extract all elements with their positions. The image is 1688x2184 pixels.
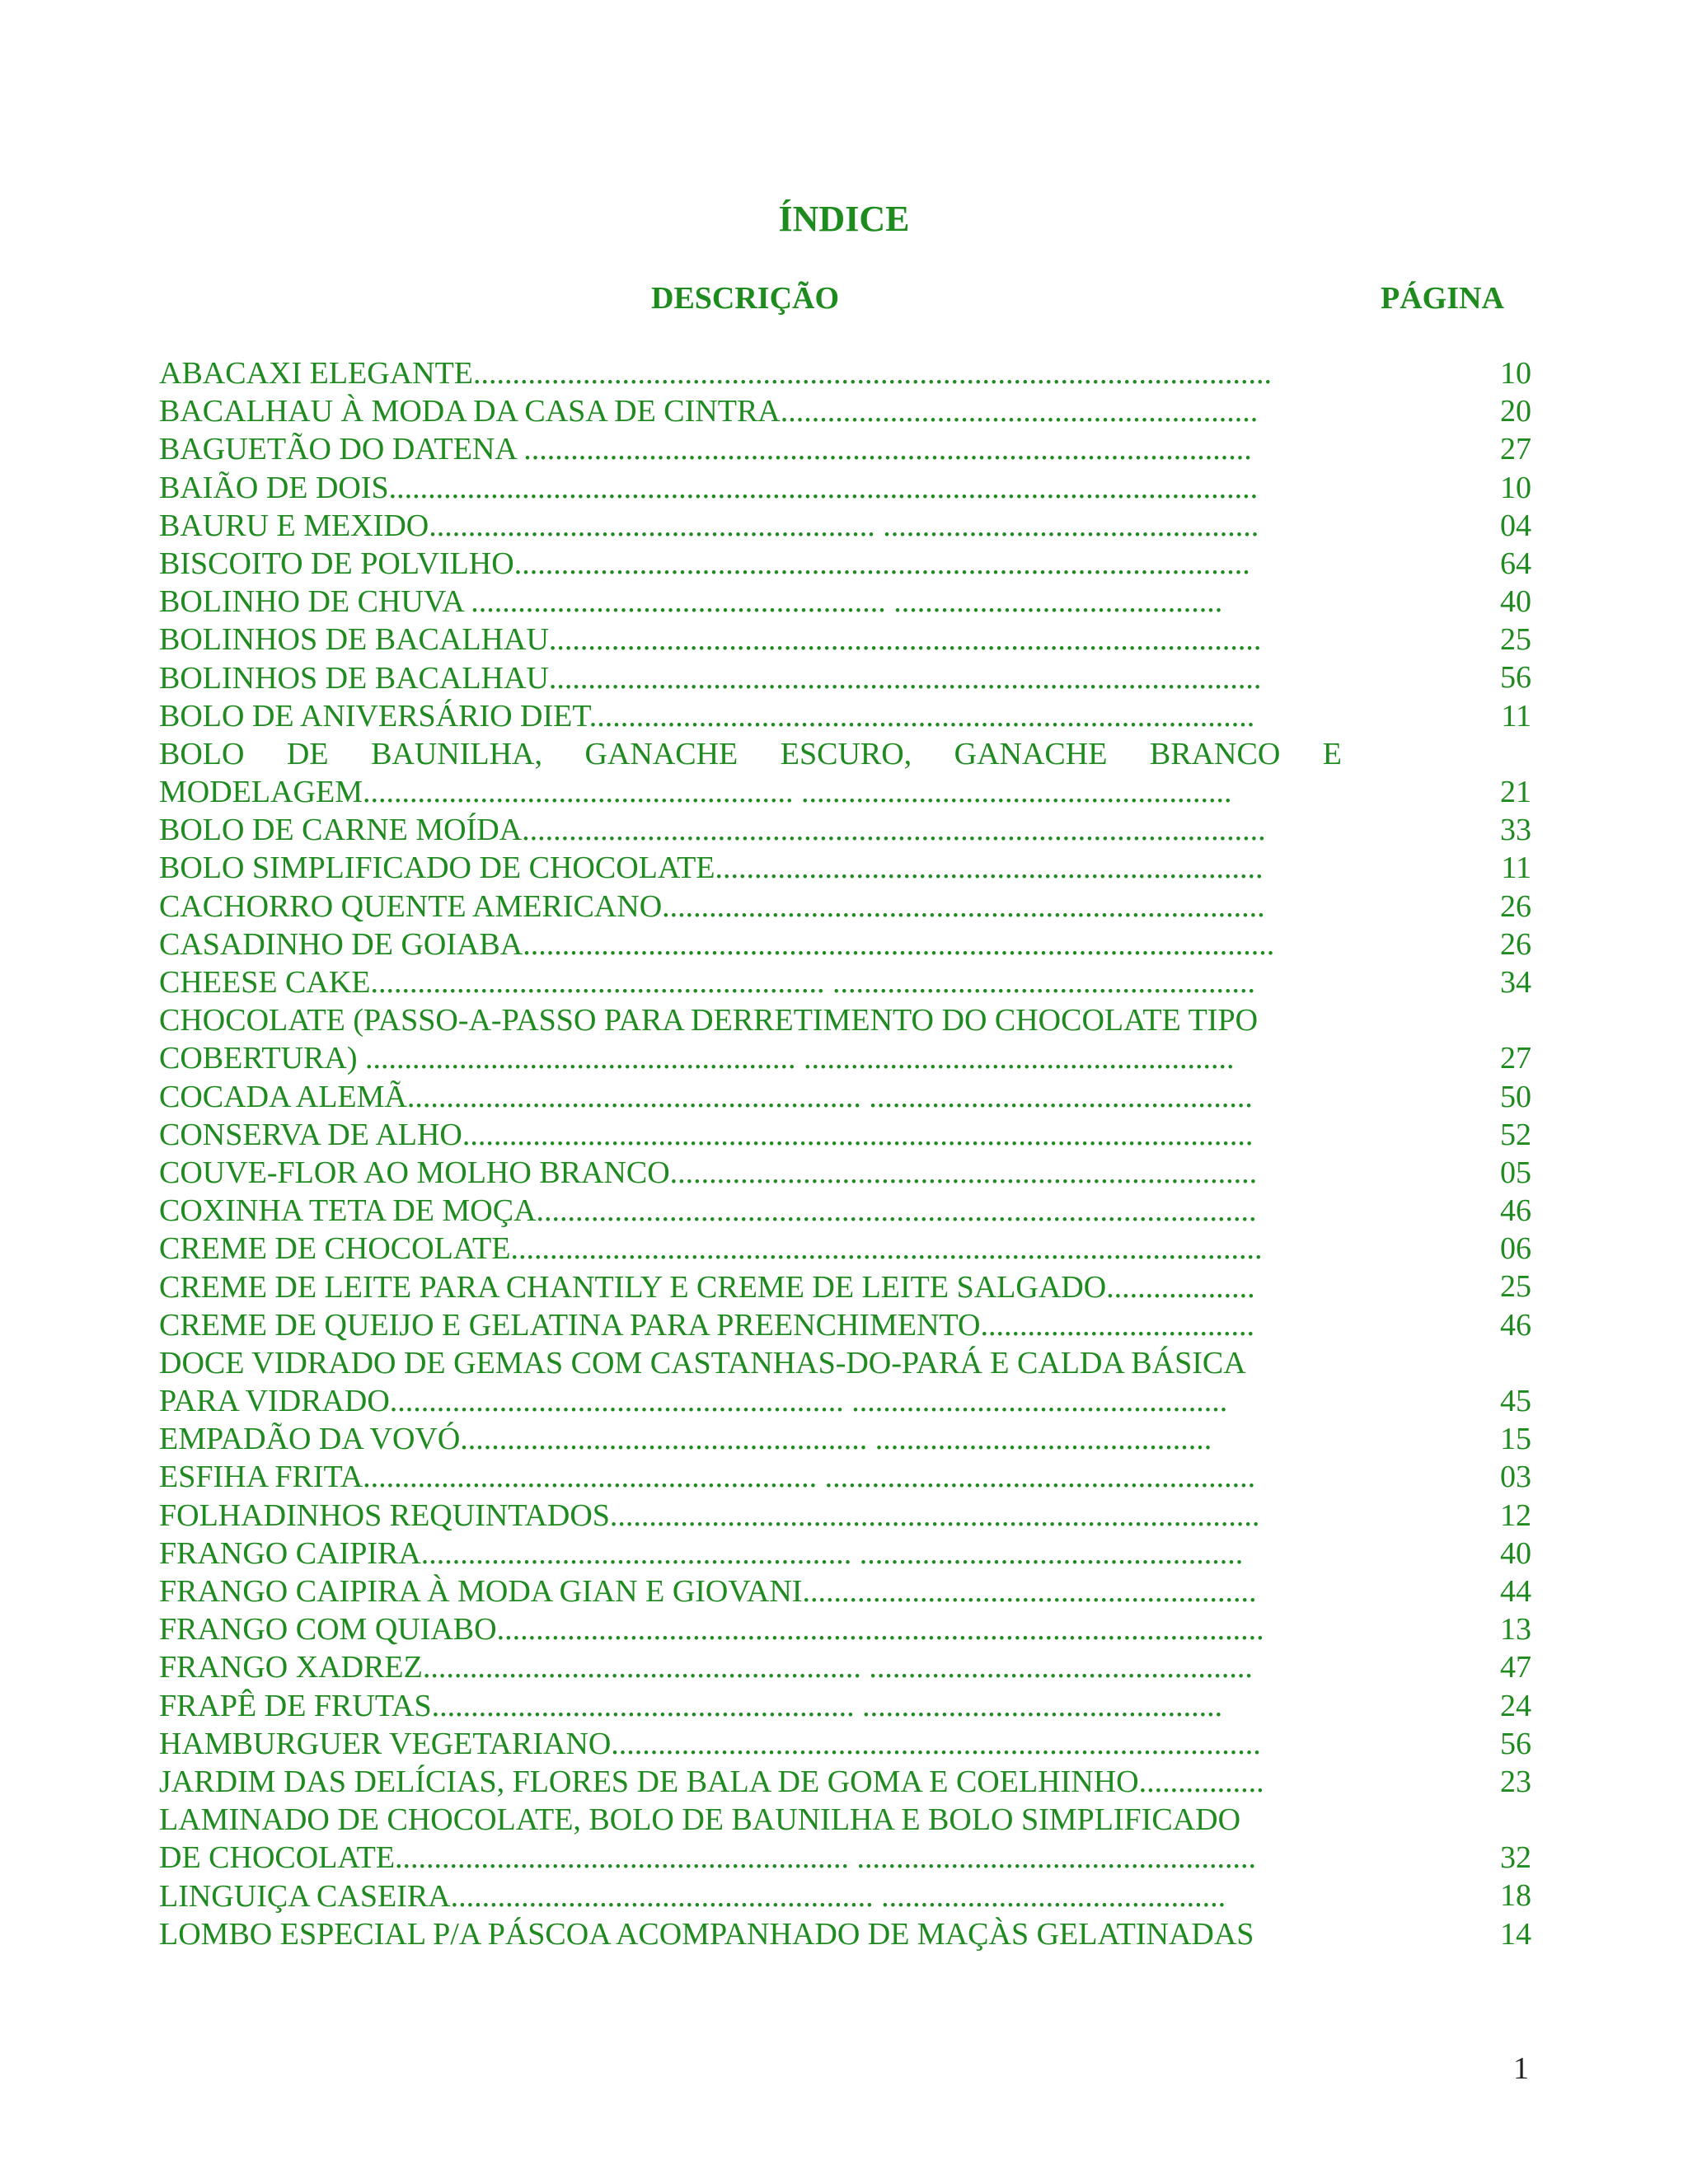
toc-entry-page: 34 <box>1500 964 1531 1000</box>
toc-entry[interactable] <box>159 430 1531 468</box>
toc-entry[interactable] <box>159 963 1531 1001</box>
toc-entry-page: 25 <box>1500 1269 1531 1305</box>
toc-entry-page: 14 <box>1500 1916 1531 1952</box>
toc-entry-title: EMPADÃO DA VOVÓ.................................................... ........................................... <box>159 1422 1212 1457</box>
toc-entry[interactable] <box>159 888 1531 926</box>
toc-entry-title: BOLINHOS DE BACALHAU........................................................................................... <box>159 660 1262 696</box>
toc-entry-title: CONSERVA DE ALHO..................................................................................................... <box>159 1117 1254 1152</box>
toc-entry-page: 20 <box>1500 394 1531 429</box>
toc-entry[interactable] <box>159 545 1531 583</box>
toc-entry[interactable] <box>159 1458 1531 1496</box>
toc-entry[interactable] <box>159 469 1531 507</box>
toc-entry-page: 56 <box>1500 1726 1531 1761</box>
toc-entry[interactable] <box>159 507 1531 545</box>
toc-entry-page: 23 <box>1500 1764 1531 1799</box>
toc-entry-title: FRANGO COM QUIABO.................................................................................................. <box>159 1612 1264 1647</box>
toc-entry-title: JARDIM DAS DELÍCIAS, FLORES DE BALA DE GOMA E COELHINHO................ <box>159 1764 1264 1799</box>
toc-entry-title: CASADINHO DE GOIABA................................................................................................ <box>159 926 1275 962</box>
toc-entry[interactable] <box>159 354 1531 392</box>
toc-entry[interactable] <box>159 697 1531 735</box>
toc-entry[interactable] <box>159 621 1531 658</box>
toc-entry-page: 56 <box>1500 660 1531 696</box>
toc-entry-title: CHEESE CAKE.......................................................... ...................................................... <box>159 965 1255 1000</box>
toc-entry-title: DE CHOCOLATE.......................................................... ................................................... <box>159 1840 1257 1876</box>
toc-entry[interactable] <box>159 811 1531 849</box>
toc-entry-title: BOLO DE BAUNILHA, GANACHE ESCURO, GANACHE BRANCO E <box>159 736 1342 771</box>
toc-entry-page: 04 <box>1500 508 1531 543</box>
toc-entry-title: LINGUIÇA CASEIRA...................................................... ............................................ <box>159 1878 1226 1914</box>
toc-entry-page: 06 <box>1500 1231 1531 1267</box>
toc-entry-title: MODELAGEM....................................................... ....................................................... <box>159 775 1232 810</box>
toc-entry[interactable] <box>159 1535 1531 1572</box>
toc-entry-title: BISCOITO DE POLVILHO.............................................................................................. <box>159 546 1250 581</box>
description-column-header: DESCRIÇÃO <box>651 281 840 316</box>
toc-entry-title: DOCE VIDRADO DE GEMAS COM CASTANHAS-DO-PARÁ E CALDA BÁSICA <box>159 1345 1246 1380</box>
toc-entry-page: 64 <box>1500 546 1531 581</box>
toc-entry-page: 03 <box>1500 1460 1531 1495</box>
toc-entry-title: ESFIHA FRITA.......................................................... ....................................................... <box>159 1460 1256 1495</box>
toc-entry-page: 21 <box>1500 775 1531 810</box>
toc-entry[interactable] <box>159 735 1531 811</box>
toc-entry-title: BACALHAU À MODA DA CASA DE CINTRA............................................................. <box>159 394 1259 429</box>
toc-entry-title: BOLO DE CARNE MOÍDA............................................................................................... <box>159 813 1266 848</box>
toc-entry-title: ABACAXI ELEGANTE...................................................................................................... <box>159 356 1273 391</box>
toc-entry[interactable] <box>159 1268 1531 1306</box>
toc-entry-title: LAMINADO DE CHOCOLATE, BOLO DE BAUNILHA E BOLO SIMPLIFICADO <box>159 1802 1241 1838</box>
toc-entry-page: 26 <box>1500 926 1531 962</box>
toc-entry-page: 46 <box>1500 1193 1531 1229</box>
toc-entry[interactable] <box>159 1306 1531 1344</box>
toc-entry-title: COBERTURA) ....................................................... ....................................................... <box>159 1041 1235 1076</box>
toc-entry[interactable] <box>159 1877 1531 1915</box>
toc-entry-title: COXINHA TETA DE MOÇA............................................................................................ <box>159 1193 1257 1229</box>
toc-entry[interactable] <box>159 1154 1531 1192</box>
page-number: 1 <box>1513 2051 1529 2086</box>
toc-entry-title: BOLINHO DE CHUVA ..................................................... .......................................... <box>159 584 1223 620</box>
toc-entry[interactable] <box>159 1192 1531 1230</box>
toc-entry-page: 05 <box>1500 1155 1531 1190</box>
page-title: ÍNDICE <box>778 199 910 239</box>
toc-entry[interactable] <box>159 1497 1531 1535</box>
toc-entry-page: 10 <box>1500 470 1531 505</box>
toc-entry-page: 32 <box>1500 1840 1531 1876</box>
toc-entry-page: 24 <box>1500 1688 1531 1723</box>
toc-entry[interactable] <box>159 1230 1531 1268</box>
toc-entry-page: 27 <box>1500 432 1531 467</box>
toc-entry-page: 50 <box>1500 1079 1531 1114</box>
toc-entry[interactable] <box>159 1725 1531 1763</box>
toc-entry[interactable] <box>159 1116 1531 1154</box>
toc-entry[interactable] <box>159 1687 1531 1725</box>
toc-entry[interactable] <box>159 659 1531 697</box>
toc-entry-title: PARA VIDRADO.......................................................... ................................................ <box>159 1384 1228 1419</box>
toc-entry-title: FRANGO XADREZ........................................................ ................................................. <box>159 1650 1253 1685</box>
toc-entry-page: 15 <box>1500 1422 1531 1457</box>
toc-entry-title: FRANGO CAIPIRA....................................................... ................................................. <box>159 1535 1244 1571</box>
toc-entry-title: CREME DE QUEIJO E GELATINA PARA PREENCHIMENTO................................... <box>159 1307 1254 1343</box>
toc-entry[interactable] <box>159 1420 1531 1458</box>
toc-entry-page: 11 <box>1501 698 1531 733</box>
page-column-header: PÁGINA <box>1381 281 1504 316</box>
toc-entry-title: CREME DE CHOCOLATE................................................................................................ <box>159 1231 1263 1267</box>
toc-entry[interactable] <box>159 1915 1531 1953</box>
toc-entry-page: 11 <box>1501 851 1531 886</box>
toc-entry[interactable] <box>159 849 1531 887</box>
toc-entry-page: 12 <box>1500 1497 1531 1533</box>
toc-entry-title: CHOCOLATE (PASSO-A-PASSO PARA DERRETIMENTO DO CHOCOLATE TIPO <box>159 1003 1259 1038</box>
toc-entry[interactable] <box>159 1001 1531 1077</box>
toc-entry-page: 18 <box>1500 1878 1531 1914</box>
toc-entry-title: COUVE-FLOR AO MOLHO BRANCO........................................................................... <box>159 1155 1258 1190</box>
toc-entry-page: 52 <box>1500 1117 1531 1152</box>
toc-entry-page: 26 <box>1500 888 1531 924</box>
toc-entry-page: 10 <box>1500 355 1531 391</box>
toc-entry-title: BAURU E MEXIDO......................................................... ................................................ <box>159 508 1259 543</box>
toc-entry-title: FRAPÊ DE FRUTAS...................................................... .............................................. <box>159 1688 1223 1723</box>
toc-entry-page: 45 <box>1500 1384 1531 1419</box>
toc-entry-title: HAMBURGUER VEGETARIANO................................................................................... <box>159 1726 1261 1761</box>
toc-entry-title: LOMBO ESPECIAL P/A PÁSCOA ACOMPANHADO DE MAÇÀS GELATINADAS <box>159 1916 1254 1952</box>
toc-entry-title: BOLINHOS DE BACALHAU........................................................................................... <box>159 622 1262 658</box>
toc-entry-page: 46 <box>1500 1307 1531 1343</box>
toc-entry-page: 27 <box>1500 1041 1531 1076</box>
toc-entry[interactable] <box>159 926 1531 963</box>
toc-entry[interactable] <box>159 1078 1531 1116</box>
toc-entry[interactable] <box>159 392 1531 430</box>
toc-entry-title: FRANGO CAIPIRA À MODA GIAN E GIOVANI.......................................................... <box>159 1574 1257 1609</box>
toc-entry-title: BAIÃO DE DOIS............................................................................................................... <box>159 470 1259 505</box>
toc-entry-title: CREME DE LEITE PARA CHANTILY E CREME DE LEITE SALGADO................... <box>159 1269 1255 1305</box>
toc-entry-title: BAGUETÃO DO DATENA ............................................................................................. <box>159 432 1252 467</box>
toc-entry-page: 13 <box>1500 1612 1531 1647</box>
toc-entry-page: 40 <box>1500 1535 1531 1571</box>
toc-entry[interactable] <box>159 1610 1531 1648</box>
toc-entry[interactable] <box>159 583 1531 621</box>
toc-entry[interactable] <box>159 1801 1531 1877</box>
toc-entry[interactable] <box>159 1648 1531 1686</box>
toc-entry-title: BOLO DE ANIVERSÁRIO DIET..................................................................................... <box>159 698 1255 733</box>
toc-entry[interactable] <box>159 1763 1531 1801</box>
toc-entry[interactable] <box>159 1572 1531 1610</box>
toc-entry-title: FOLHADINHOS REQUINTADOS................................................................................... <box>159 1497 1260 1533</box>
toc-entry-page: 47 <box>1500 1650 1531 1685</box>
toc-entry-title: CACHORRO QUENTE AMERICANO............................................................................. <box>159 888 1265 924</box>
toc-entry-title: BOLO SIMPLIFICADO DE CHOCOLATE...................................................................... <box>159 851 1264 886</box>
toc-entry-page: 40 <box>1500 584 1531 620</box>
toc-entry-page: 33 <box>1500 813 1531 848</box>
toc-entry-title: COCADA ALEMÃ.......................................................... ................................................. <box>159 1079 1253 1114</box>
toc-entry-page: 44 <box>1500 1573 1531 1609</box>
toc-entry-page: 25 <box>1500 622 1531 658</box>
toc-entry[interactable] <box>159 1344 1531 1420</box>
table-of-contents <box>159 354 1531 1953</box>
